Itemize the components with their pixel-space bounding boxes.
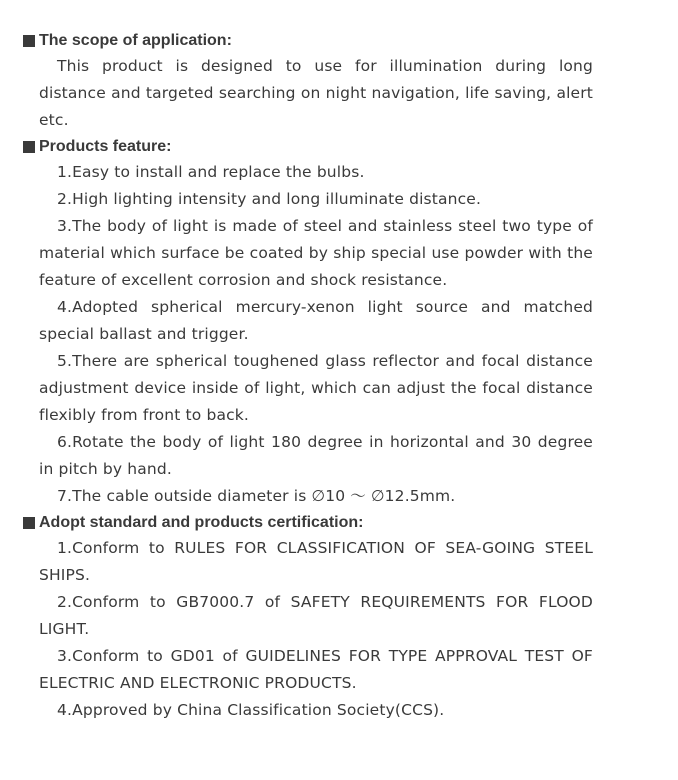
list-item bbox=[39, 429, 593, 483]
section-certification bbox=[23, 511, 593, 724]
list-item bbox=[39, 589, 593, 643]
list-item-text: 2.Conform to GB7000.7 of SAFETY REQUIREMENTS FOR FLOOD LIGHT. bbox=[39, 593, 593, 638]
square-bullet-icon bbox=[23, 35, 35, 47]
list-item bbox=[39, 697, 593, 724]
paragraph bbox=[39, 53, 593, 134]
square-bullet-icon bbox=[23, 141, 35, 153]
list-item-text: 6.Rotate the body of light 180 degree in horizontal and 30 degree in pitch by hand. bbox=[39, 433, 593, 478]
section-heading bbox=[23, 29, 593, 53]
square-bullet-icon bbox=[23, 517, 35, 529]
list-item bbox=[39, 348, 593, 429]
section-scope bbox=[23, 29, 593, 134]
list-item bbox=[39, 535, 593, 589]
list-item bbox=[39, 186, 593, 213]
list-item bbox=[39, 294, 593, 348]
section-title: Adopt standard and products certification: bbox=[39, 514, 364, 531]
spec-document bbox=[23, 28, 593, 724]
list-item-text: 3.The body of light is made of steel and stainless steel two type of material which surface be coated by ship special use powder with the feature of excellent corrosion and shock resistance. bbox=[39, 217, 593, 289]
section-heading bbox=[23, 511, 593, 535]
list-item bbox=[39, 643, 593, 697]
list-item-text: 1.Conform to RULES FOR CLASSIFICATION OF SEA-GOING STEEL SHIPS. bbox=[39, 539, 593, 584]
paragraph-text: This product is designed to use for illumination during long distance and targeted searching on night navigation, life saving, alert etc. bbox=[39, 57, 593, 129]
list-item-text: 7.The cable outside diameter is ∅10 ～ ∅12.5mm. bbox=[57, 487, 456, 505]
list-item-text: 4.Adopted spherical mercury-xenon light source and matched special ballast and trigger. bbox=[39, 298, 593, 343]
list-item bbox=[39, 159, 593, 186]
list-item bbox=[39, 213, 593, 294]
list-item bbox=[39, 483, 593, 510]
list-item-text: 1.Easy to install and replace the bulbs. bbox=[57, 163, 365, 181]
section-title: The scope of application: bbox=[39, 32, 232, 49]
section-features bbox=[23, 135, 593, 510]
section-title: Products feature: bbox=[39, 138, 172, 155]
list-item-text: 3.Conform to GD01 of GUIDELINES FOR TYPE APPROVAL TEST OF ELECTRIC AND ELECTRONIC PRODUCTS. bbox=[39, 647, 593, 692]
list-item-text: 4.Approved by China Classification Society(CCS). bbox=[57, 701, 445, 719]
list-item-text: 5.There are spherical toughened glass reflector and focal distance adjustment device inside of light, which can adjust the focal distance flexibly from front to back. bbox=[39, 352, 593, 424]
list-item-text: 2.High lighting intensity and long illuminate distance. bbox=[57, 190, 482, 208]
section-heading bbox=[23, 135, 593, 159]
